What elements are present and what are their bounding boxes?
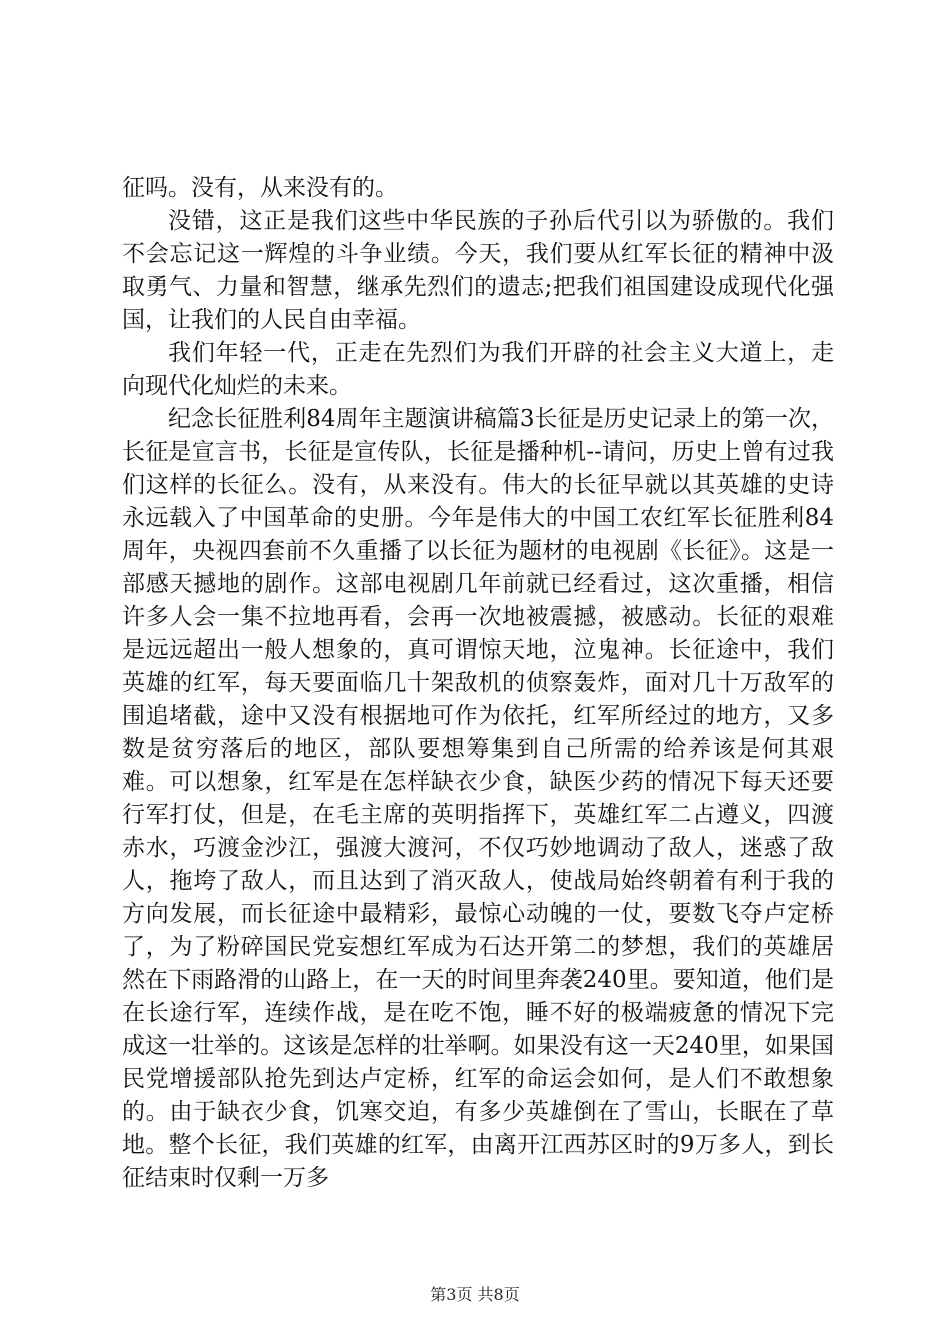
document-body: [122, 172, 834, 1195]
page-footer: [0, 1282, 950, 1305]
paragraph: 我们年轻一代，正走在先烈们为我们开辟的社会主义大道上，走向现代化灿烂的未来。: [122, 340, 834, 399]
paragraph: 没错，这正是我们这些中华民族的子孙后代引以为骄傲的。我们不会忘记这一辉煌的斗争业绩。今天，我们要从红军长征的精神中汲取勇气、力量和智慧，继承先烈们的遗志;把我们祖国建设成现代化强国，让我们的人民自由幸福。: [122, 208, 834, 333]
paragraph: 纪念长征胜利84周年主题演讲稿篇3长征是历史记录上的第一次，长征是宣言书，长征是宣传队，长征是播种机--请问，历史上曾有过我们这样的长征么。没有，从来没有。伟大的长征早就以其英雄的史诗永远载入了中国革命的史册。今年是伟大的中国工农红军长征胜利84周年，央视四套前不久重播了以长征为题材的电视剧《长征》。这是一部感天撼地的剧作。这部电视剧几年前就已经看过，这次重播，相信许多人会一集不拉地再看，会再一次地被震撼，被感动。长征的艰难是远远超出一般人想象的，真可谓惊天地，泣鬼神。长征途中，我们英雄的红军，每天要面临几十架敌机的侦察轰炸，面对几十万敌军的围追堵截，途中又没有根据地可作为依托，红军所经过的地方，又多数是贫穷落后的地区，部队要想筹集到自己所需的给养该是何其艰难。可以想象，红军是在怎样缺衣少食，缺医少药的情况下每天还要行军打仗，但是，在毛主席的英明指挥下，英雄红军二占遵义，四渡赤水，巧渡金沙江，强渡大渡河，不仅巧妙地调动了敌人，迷惑了敌人，拖垮了敌人，而且达到了消灭敌人，使战局始终朝着有利于我的方向发展，而长征途中最精彩，最惊心动魄的一仗，要数飞夺卢定桥了，为了粉碎国民党妄想红军成为石达开第二的梦想，我们的英雄居然在下雨路滑的山路上，在一天的时间里奔袭240里。要知道，他们是在长途行军，连续作战，是在吃不饱，睡不好的极端疲惫的情况下完成这一壮举的。这该是怎样的壮举啊。如果没有这一天240里，如果国民党增援部队抢先到达卢定桥，红军的命运会如何，是人们不敢想象的。由于缺衣少食，饥寒交迫，有多少英雄倒在了雪山，长眠在了草地。整个长征，我们英雄的红军，由离开江西苏区时的9万多人，到长征结束时仅剩一万多: [122, 406, 834, 1191]
paragraph-continuation: 征吗。没有，从来没有的。: [122, 175, 398, 201]
page-number-label: 第3页 共8页: [430, 1285, 520, 1304]
